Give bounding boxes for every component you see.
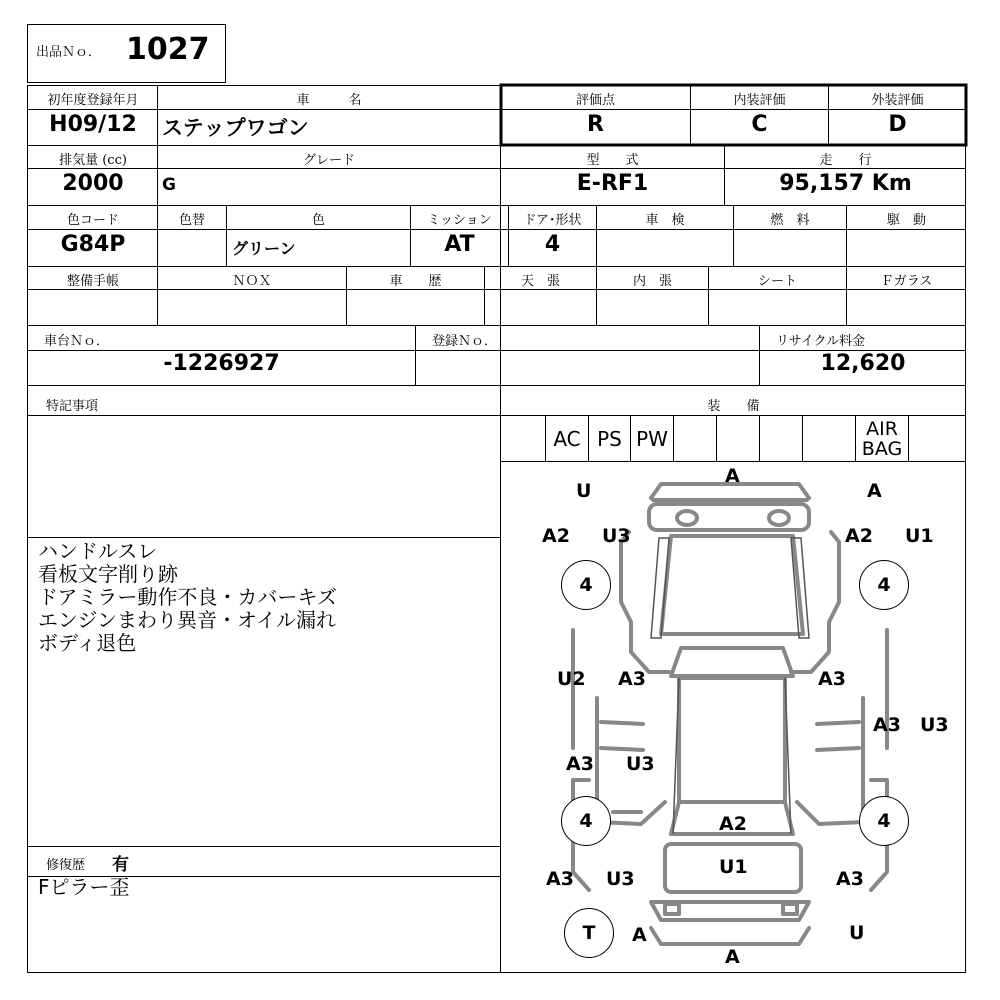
damage-code-left-rear-door: U3 <box>626 753 655 775</box>
vehicle-history-label: 車 歴 <box>389 274 442 289</box>
score-label: 評価点 <box>575 93 615 108</box>
left-front-fender-outline <box>621 532 669 672</box>
roof-lining-label: 天 張 <box>520 274 560 289</box>
damage-code-left-fender: U3 <box>602 525 631 547</box>
wheel-rear-left: 4 <box>561 796 611 846</box>
damage-code-right-front: A <box>867 480 882 502</box>
damage-code-right-rear-door: U3 <box>920 714 949 736</box>
listing-no-label: 出品Ｎｏ． <box>36 45 102 60</box>
front-glass-label: Ｆガラス <box>880 274 933 289</box>
mission-label: ミッション <box>427 213 492 228</box>
wheel-rear-right: 4 <box>859 796 909 846</box>
damage-code-rear-bumper: A <box>725 946 740 968</box>
damage-code-left-front: U <box>576 480 592 502</box>
color-code-value: G84P <box>60 232 126 257</box>
damage-code-rear-left: A <box>632 924 647 946</box>
car-name-value: ステップワゴン <box>162 116 309 140</box>
repair-history-label: 修復歴 <box>46 858 86 873</box>
remark-line: ドアミラー動作不良・カバーキズ <box>38 585 337 609</box>
recycle-fee-value: 12,620 <box>820 351 906 376</box>
exterior-rating-value: D <box>888 112 907 137</box>
color-code-label: 色コード <box>66 213 119 228</box>
damage-code-rear-window: A2 <box>719 813 747 835</box>
seat-label: シート <box>757 274 797 289</box>
roof-outline <box>679 678 785 802</box>
car-name-label: 車 名 <box>296 93 362 108</box>
drive-label: 駆 動 <box>886 213 926 228</box>
damage-code-right-rear-door: A3 <box>873 714 901 736</box>
hood-outline <box>661 536 803 634</box>
interior-rating-label: 内装評価 <box>733 93 786 108</box>
registration-no-label: 登録Ｎｏ． <box>432 334 498 349</box>
listing-no-value: 1027 <box>126 32 210 67</box>
damage-code-left-rear-door: A3 <box>566 753 594 775</box>
remarks-label: 特記事項 <box>46 399 99 414</box>
interior-lining-label: 内 張 <box>632 274 672 289</box>
remark-line: ハンドルスレ <box>38 539 158 563</box>
wheel-front-right: 4 <box>859 560 909 610</box>
remark-line: エンジンまわり異音・オイル漏れ <box>38 608 336 632</box>
vehicle-inspection-label: 車 検 <box>645 213 685 228</box>
first-registration-value: H09/12 <box>49 112 137 137</box>
front-grille-outline <box>649 504 809 530</box>
damage-code-left-rear-fender: U3 <box>606 868 635 890</box>
door-shape-label: ドア･形状 <box>523 213 582 228</box>
remark-line: 看板文字削り跡 <box>38 562 178 586</box>
repair-note: Fピラー歪 <box>38 875 130 899</box>
maintenance-record-label: 整備手帳 <box>66 274 119 289</box>
damage-code-rear-right: U <box>849 922 865 944</box>
damage-code-right-rear-fender: A3 <box>836 868 864 890</box>
damage-code-tailgate: U1 <box>719 856 748 878</box>
doors-value: 4 <box>544 232 561 257</box>
first-registration-label: 初年度登録年月 <box>47 93 139 108</box>
mileage-value: 95,157 Km <box>779 171 912 196</box>
spare-tire: T <box>564 908 614 958</box>
windshield-outline <box>671 648 793 676</box>
fuel-label: 燃 料 <box>770 213 810 228</box>
displacement-label: 排気量 (cc) <box>59 153 127 168</box>
equipment-ps: PS <box>597 427 622 451</box>
wheel-front-left: 4 <box>561 560 611 610</box>
damage-code-front-bumper: A <box>725 465 740 487</box>
score-value: R <box>587 112 604 137</box>
equipment-airbag: AIR BAG <box>861 418 903 460</box>
chassis-no-label: 車台Ｎｏ． <box>44 334 110 349</box>
repair-history-value: 有 <box>112 855 129 875</box>
exterior-rating-label: 外装評価 <box>871 93 924 108</box>
damage-code-left-fender: A2 <box>542 525 570 547</box>
color-value: グリーン <box>232 239 296 258</box>
damage-code-left-front-door: A3 <box>618 668 646 690</box>
damage-code-right-front-door: A3 <box>818 668 846 690</box>
damage-code-right-fender: U1 <box>905 525 934 547</box>
recolor-label: 色替 <box>178 213 205 228</box>
equipment-pw: PW <box>636 427 668 451</box>
remark-line: ボディ退色 <box>38 631 137 655</box>
mission-value: AT <box>444 232 475 257</box>
interior-rating-value: C <box>751 112 768 137</box>
displacement-value: 2000 <box>62 171 124 196</box>
equipment-label: 装 備 <box>707 399 760 414</box>
nox-label: ＮＯＸ <box>232 274 272 289</box>
grade-value: G <box>162 175 176 195</box>
mileage-label: 走 行 <box>819 153 872 168</box>
chassis-no-value: -1226927 <box>163 351 280 376</box>
right-doors-outline <box>797 698 863 824</box>
damage-code-right-fender: A2 <box>845 525 873 547</box>
recycle-fee-label: リサイクル料金 <box>776 334 866 349</box>
grade-label: グレード <box>302 153 355 168</box>
color-label: 色 <box>311 213 325 228</box>
damage-code-left-rear-fender: A3 <box>546 868 574 890</box>
model-label: 型 式 <box>586 153 639 168</box>
equipment-ac: AC <box>553 427 581 451</box>
damage-code-left-front-door: U2 <box>557 668 586 690</box>
model-value: E-RF1 <box>576 171 649 196</box>
